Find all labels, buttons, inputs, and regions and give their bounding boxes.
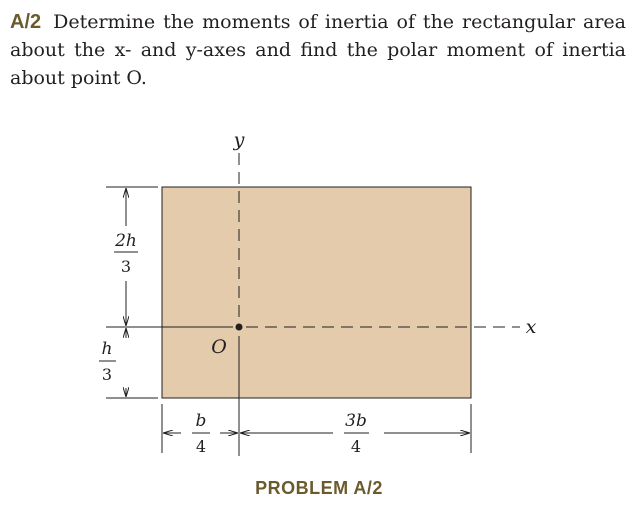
dimension-b4-numerator: b <box>195 411 207 431</box>
dimension-2h3-numerator: 2h <box>115 231 137 251</box>
rectangular-area <box>162 187 471 398</box>
figure-caption: PROBLEM A/2 <box>255 478 383 498</box>
x-axis-label: x <box>525 316 537 338</box>
dimension-3b4-numerator: 3b <box>345 411 367 431</box>
dimension-3b4-denominator: 4 <box>350 437 362 456</box>
dimension-h3-denominator: 3 <box>101 365 113 384</box>
dimension-h3-numerator: h <box>101 339 113 359</box>
problem-number: A/2 <box>10 11 42 33</box>
origin-label: O <box>211 336 227 358</box>
problem-statement: Determine the moments of inertia of the rectangular area about the x- and y-axes and find the polar moment of inertia about point O. <box>10 11 627 89</box>
dimension-b4-denominator: 4 <box>195 437 207 456</box>
y-axis-label: y <box>233 129 245 151</box>
origin-point <box>236 324 243 331</box>
dimension-2h3-denominator: 3 <box>120 257 132 276</box>
